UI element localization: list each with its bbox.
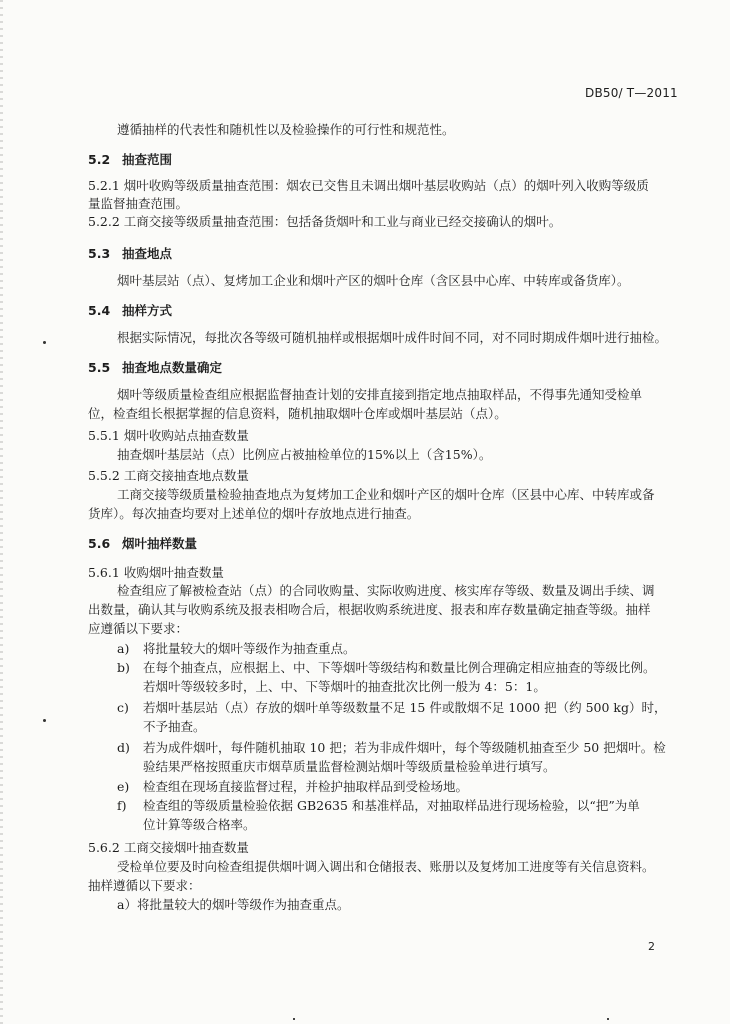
paragraph-line: 货库）。每次抽查均要对上述单位的烟叶存放地点进行抽查。: [88, 506, 420, 521]
list-text: 检查组在现场直接监督过程，并检护抽取样品到受检场地。: [143, 779, 469, 794]
list-item-f-cont: 位计算等级合格率。: [143, 817, 256, 832]
list-item-f: [117, 797, 640, 814]
list-item-c: [117, 699, 667, 716]
list-item-b-cont: 若烟叶等级较多时，上、中、下等烟叶的抽查批次比例一般为 4：5：1。: [143, 679, 546, 694]
section-number: 5.6: [88, 536, 111, 551]
clause-5-2-2: 5.2.2 工商交接等级质量抽查范围：包括备货烟叶和工业与商业已经交接确认的烟叶。: [88, 214, 562, 229]
paragraph-line: 根据实际情况，每批次各等级可随机抽样或根据烟叶成件时间不同，对不同时期成件烟叶进行抽检。: [117, 330, 668, 345]
subclause-heading-5-5-1: [88, 427, 249, 444]
clause-5-2-1-cont: 量监督抽查范围。: [88, 196, 189, 211]
list-item-d: [117, 739, 666, 756]
page-number: 2: [648, 940, 655, 953]
list-text: 检查组的等级质量检验依据 GB2635 和基准样品，对抽取样品进行现场检验，以“把”为单: [143, 798, 640, 813]
section-heading-5-3: [88, 245, 172, 262]
subclause-heading-5-6-1: [88, 564, 224, 581]
subclause-heading-5-5-2: [88, 467, 249, 484]
list-label: b): [117, 660, 130, 675]
section-heading-5-2: [88, 151, 172, 168]
section-number: 5.5: [88, 360, 111, 375]
list-label: d): [117, 740, 130, 755]
section-number: 5.4: [88, 303, 111, 318]
list-item-e: [117, 778, 468, 795]
scan-edge: [0, 0, 3, 1024]
list-item-d-cont: 验结果严格按照重庆市烟草质量监督检测站烟叶等级质量检验单进行填写。: [143, 759, 556, 774]
scan-speck: [293, 1018, 295, 1020]
paragraph-line: 遵循抽样的代表性和随机性以及检验操作的可行性和规范性。: [117, 122, 455, 137]
paragraph-line: 抽查烟叶基层站（点）比例应占被抽检单位的15%以上（含15%）。: [117, 447, 492, 462]
section-title: 抽查地点数量确定: [122, 360, 223, 375]
section-heading-5-6: [88, 535, 197, 552]
clause-number: 5.5.1: [88, 428, 120, 443]
scan-speck: [43, 719, 46, 722]
document-code-header: DB50/ T—2011: [585, 86, 678, 100]
paragraph-line: 工商交接等级质量检验抽查地点为复烤加工企业和烟叶产区的烟叶仓库（区县中心库、中转库或备: [117, 487, 655, 502]
paragraph-line: 应遵循以下要求：: [88, 621, 189, 636]
section-number: 5.3: [88, 246, 111, 261]
section-title: 烟叶抽样数量: [122, 536, 198, 551]
clause-5-2-1: 5.2.1 烟叶收购等级质量抽查范围：烟农已交售且未调出烟叶基层收购站（点）的烟叶列入收购等级质: [88, 178, 649, 193]
list-text: 若烟叶基层站（点）存放的烟叶单等级数量不足 15 件或散烟不足 1000 把（约 500 kg）时，: [143, 700, 667, 715]
list-item-b: [117, 659, 656, 676]
list-label: f): [117, 798, 127, 813]
paragraph-line: 烟叶基层站（点）、复烤加工企业和烟叶产区的烟叶仓库（含区县中心库、中转库或备货库）。: [117, 273, 630, 288]
list-label: e): [117, 779, 130, 794]
clause-number: 5.5.2: [88, 468, 120, 483]
clause-title: 工商交接烟叶抽查数量: [123, 840, 249, 855]
section-heading-5-5: [88, 359, 222, 376]
scan-speck: [43, 341, 46, 344]
clause-title: 收购烟叶抽查数量: [123, 565, 224, 580]
paragraph-line: 抽样遵循以下要求：: [88, 878, 201, 893]
clause-title: 烟叶收购站点抽查数量: [123, 428, 249, 443]
paragraph-line: 受检单位要及时向检查组提供烟叶调入调出和仓储报表、账册以及复烤加工进度等有关信息资料。: [117, 859, 655, 874]
list-item-a: [117, 640, 356, 657]
section-title: 抽查范围: [122, 152, 173, 167]
list-text: 在每个抽查点，应根据上、中、下等烟叶等级结构和数量比例合理确定相应抽查的等级比例。: [143, 660, 656, 675]
section-title: 抽样方式: [122, 303, 173, 318]
clause-title: 工商交接抽查地点数量: [123, 468, 249, 483]
scan-speck: [607, 1018, 609, 1020]
clause-number: 5.6.1: [88, 565, 120, 580]
list-label: c): [117, 700, 129, 715]
subclause-heading-5-6-2: [88, 839, 249, 856]
paragraph-line: 烟叶等级质量检查组应根据监督抽查计划的安排直接到指定地点抽取样品，不得事先通知受检单: [117, 387, 643, 402]
list-text: 将批量较大的烟叶等级作为抽查重点。: [143, 641, 356, 656]
paragraph-line: 出数量，确认其与收购系统及报表相吻合后，根据收购系统进度、报表和库存数量确定抽查等级。抽样: [88, 602, 651, 617]
list-item-c-cont: 不予抽查。: [143, 719, 206, 734]
section-heading-5-4: [88, 302, 172, 319]
clause-number: 5.6.2: [88, 840, 120, 855]
paragraph-line: 位，检查组长根据掌握的信息资料，随机抽取烟叶仓库或烟叶基层站（点）。: [88, 406, 507, 421]
section-title: 抽查地点: [122, 246, 173, 261]
list-label: a): [117, 641, 130, 656]
paragraph-line: a）将批量较大的烟叶等级作为抽查重点。: [117, 897, 350, 912]
paragraph-line: 检查组应了解被检查站（点）的合同收购量、实际收购进度、核实库存等级、数量及调出手续、调: [117, 583, 655, 598]
list-text: 若为成件烟叶，每件随机抽取 10 把；若为非成件烟叶，每个等级随机抽查至少 50 把烟叶。检: [143, 740, 666, 755]
section-number: 5.2: [88, 152, 111, 167]
